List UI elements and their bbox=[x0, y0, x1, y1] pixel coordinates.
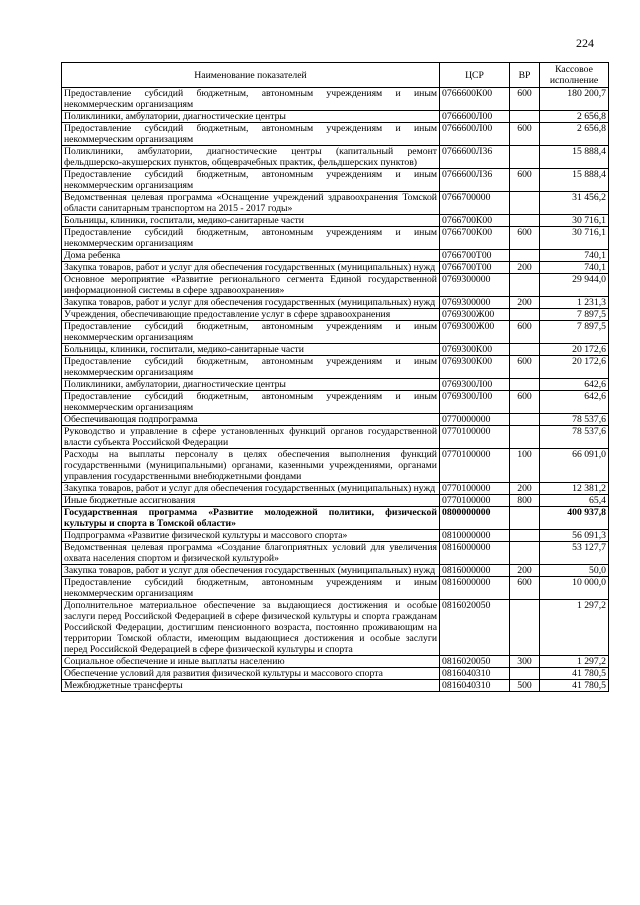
row-vr-cell: 100 bbox=[510, 449, 540, 483]
row-vr-cell bbox=[510, 507, 540, 530]
row-csr-cell: 0769300000 bbox=[440, 274, 510, 297]
row-amount-cell: 2 656,8 bbox=[540, 111, 609, 123]
table-row bbox=[62, 274, 609, 297]
row-amount-cell: 2 656,8 bbox=[540, 123, 609, 146]
row-vr-cell bbox=[510, 111, 540, 123]
row-csr-cell: 0816020050 bbox=[440, 656, 510, 668]
row-vr-cell bbox=[510, 668, 540, 680]
row-name-cell: Дополнительное материальное обеспечение за выдающиеся достижения и особые заслуги перед Российской Федерацией в сфере физической культуры и спорта гражданам Российской Федерации, достигшим пенсионного возраста, постоянно проживающим на территории Томской области, имеющим выдающиеся достижения и особые заслуги перед Российской Федерацией в сфере физической культуры и спорта bbox=[62, 600, 440, 656]
table-row bbox=[62, 426, 609, 449]
row-csr-cell: 0770100000 bbox=[440, 495, 510, 507]
row-amount-cell: 78 537,6 bbox=[540, 426, 609, 449]
row-csr-cell: 0816020050 bbox=[440, 600, 510, 656]
row-amount-cell: 7 897,5 bbox=[540, 309, 609, 321]
row-name-cell: Обеспечение условий для развития физической культуры и массового спорта bbox=[62, 668, 440, 680]
table-row bbox=[62, 192, 609, 215]
row-vr-cell: 600 bbox=[510, 169, 540, 192]
row-name-cell: Закупка товаров, работ и услуг для обеспечения государственных (муниципальных) нужд bbox=[62, 262, 440, 274]
row-vr-cell bbox=[510, 215, 540, 227]
row-amount-cell: 65,4 bbox=[540, 495, 609, 507]
row-name-cell: Учреждения, обеспечивающие предоставление услуг в сфере здравоохранения bbox=[62, 309, 440, 321]
row-csr-cell: 0800000000 bbox=[440, 507, 510, 530]
table-row bbox=[62, 530, 609, 542]
table-row bbox=[62, 227, 609, 250]
table-row bbox=[62, 542, 609, 565]
row-csr-cell: 0816000000 bbox=[440, 542, 510, 565]
row-vr-cell bbox=[510, 309, 540, 321]
row-amount-cell: 642,6 bbox=[540, 391, 609, 414]
row-amount-cell: 12 381,2 bbox=[540, 483, 609, 495]
row-name-cell: Дома ребенка bbox=[62, 250, 440, 262]
header-vr: ВР bbox=[510, 63, 540, 88]
row-vr-cell: 600 bbox=[510, 88, 540, 111]
row-name-cell: Предоставление субсидий бюджетным, автономным учреждениям и иным некоммерческим организациям bbox=[62, 88, 440, 111]
table-row bbox=[62, 656, 609, 668]
table-row bbox=[62, 262, 609, 274]
table-row bbox=[62, 111, 609, 123]
row-amount-cell: 30 716,1 bbox=[540, 227, 609, 250]
row-name-cell: Поликлиники, амбулатории, диагностические центры bbox=[62, 379, 440, 391]
table-row bbox=[62, 344, 609, 356]
row-csr-cell: 0766600Л36 bbox=[440, 146, 510, 169]
table-row bbox=[62, 495, 609, 507]
row-csr-cell: 0766700К00 bbox=[440, 227, 510, 250]
header-name: Наименование показателей bbox=[62, 63, 440, 88]
row-name-cell: Основное мероприятие «Развитие регионального сегмента Единой государственной информационной системы в сфере здравоохранения» bbox=[62, 274, 440, 297]
row-name-cell: Поликлиники, амбулатории, диагностические центры (капитальный ремонт фельдшерско-акушерских пунктов, общеврачебных практик, фельдшерских пунктов) bbox=[62, 146, 440, 169]
row-name-cell: Расходы на выплаты персоналу в целях обеспечения выполнения функций государственными (муниципальными) органами, казенными учреждениями, органами управления государственными внебюджетными фондами bbox=[62, 449, 440, 483]
row-csr-cell: 0766600Л36 bbox=[440, 169, 510, 192]
row-csr-cell: 0770100000 bbox=[440, 483, 510, 495]
row-vr-cell bbox=[510, 414, 540, 426]
header-amount: Кассовое исполнение bbox=[540, 63, 609, 88]
row-amount-cell: 740,1 bbox=[540, 262, 609, 274]
row-vr-cell: 200 bbox=[510, 565, 540, 577]
row-amount-cell: 7 897,5 bbox=[540, 321, 609, 344]
table-row bbox=[62, 600, 609, 656]
row-csr-cell: 0769300Ж00 bbox=[440, 309, 510, 321]
row-csr-cell: 0816040310 bbox=[440, 668, 510, 680]
table-row bbox=[62, 309, 609, 321]
table-row bbox=[62, 391, 609, 414]
table-row bbox=[62, 414, 609, 426]
table-row bbox=[62, 297, 609, 309]
row-name-cell: Закупка товаров, работ и услуг для обеспечения государственных (муниципальных) нужд bbox=[62, 297, 440, 309]
row-name-cell: Государственная программа «Развитие молодежной политики, физической культуры и спорта в Томской области» bbox=[62, 507, 440, 530]
row-name-cell: Межбюджетные трансферты bbox=[62, 680, 440, 692]
row-amount-cell: 78 537,6 bbox=[540, 414, 609, 426]
row-vr-cell bbox=[510, 379, 540, 391]
table-header-row bbox=[62, 63, 609, 88]
row-csr-cell: 0769300Ж00 bbox=[440, 321, 510, 344]
row-amount-cell: 66 091,0 bbox=[540, 449, 609, 483]
row-csr-cell: 0769300000 bbox=[440, 297, 510, 309]
row-name-cell: Иные бюджетные ассигнования bbox=[62, 495, 440, 507]
row-vr-cell: 200 bbox=[510, 262, 540, 274]
row-csr-cell: 0769300Л00 bbox=[440, 391, 510, 414]
row-name-cell: Предоставление субсидий бюджетным, автономным учреждениям и иным некоммерческим организациям bbox=[62, 356, 440, 379]
row-name-cell: Предоставление субсидий бюджетным, автономным учреждениям и иным некоммерческим организациям bbox=[62, 391, 440, 414]
row-amount-cell: 31 456,2 bbox=[540, 192, 609, 215]
row-vr-cell: 500 bbox=[510, 680, 540, 692]
row-amount-cell: 15 888,4 bbox=[540, 169, 609, 192]
row-vr-cell: 600 bbox=[510, 391, 540, 414]
table-row bbox=[62, 321, 609, 344]
row-name-cell: Предоставление субсидий бюджетным, автономным учреждениям и иным некоммерческим организациям bbox=[62, 227, 440, 250]
row-name-cell: Подпрограмма «Развитие физической культуры и массового спорта» bbox=[62, 530, 440, 542]
table-row bbox=[62, 507, 609, 530]
row-vr-cell: 300 bbox=[510, 656, 540, 668]
row-csr-cell: 0766700000 bbox=[440, 192, 510, 215]
row-amount-cell: 20 172,6 bbox=[540, 356, 609, 379]
row-amount-cell: 50,0 bbox=[540, 565, 609, 577]
row-csr-cell: 0769300Л00 bbox=[440, 379, 510, 391]
row-name-cell: Предоставление субсидий бюджетным, автономным учреждениям и иным некоммерческим организациям bbox=[62, 321, 440, 344]
row-amount-cell: 41 780,5 bbox=[540, 680, 609, 692]
table-body bbox=[62, 88, 609, 692]
row-vr-cell bbox=[510, 530, 540, 542]
row-csr-cell: 0816040310 bbox=[440, 680, 510, 692]
row-vr-cell: 600 bbox=[510, 577, 540, 600]
table-row bbox=[62, 577, 609, 600]
row-amount-cell: 740,1 bbox=[540, 250, 609, 262]
row-amount-cell: 1 297,2 bbox=[540, 600, 609, 656]
row-vr-cell: 800 bbox=[510, 495, 540, 507]
table-row bbox=[62, 680, 609, 692]
row-vr-cell bbox=[510, 344, 540, 356]
row-vr-cell: 200 bbox=[510, 297, 540, 309]
row-csr-cell: 0770100000 bbox=[440, 449, 510, 483]
row-amount-cell: 400 937,8 bbox=[540, 507, 609, 530]
row-name-cell: Предоставление субсидий бюджетным, автономным учреждениям и иным некоммерческим организациям bbox=[62, 123, 440, 146]
row-name-cell: Поликлиники, амбулатории, диагностические центры bbox=[62, 111, 440, 123]
table-row bbox=[62, 88, 609, 111]
table-row bbox=[62, 379, 609, 391]
row-csr-cell: 0816000000 bbox=[440, 577, 510, 600]
row-csr-cell: 0810000000 bbox=[440, 530, 510, 542]
row-name-cell: Предоставление субсидий бюджетным, автономным учреждениям и иным некоммерческим организациям bbox=[62, 169, 440, 192]
row-csr-cell: 0766700Т00 bbox=[440, 262, 510, 274]
row-vr-cell: 600 bbox=[510, 227, 540, 250]
table-row bbox=[62, 356, 609, 379]
row-vr-cell bbox=[510, 600, 540, 656]
row-amount-cell: 10 000,0 bbox=[540, 577, 609, 600]
row-amount-cell: 56 091,3 bbox=[540, 530, 609, 542]
row-csr-cell: 0766700К00 bbox=[440, 215, 510, 227]
row-csr-cell: 0769300К00 bbox=[440, 356, 510, 379]
row-vr-cell bbox=[510, 192, 540, 215]
row-name-cell: Ведомственная целевая программа «Создание благоприятных условий для увеличения охвата населения спортом и физической культурой» bbox=[62, 542, 440, 565]
row-vr-cell bbox=[510, 146, 540, 169]
row-amount-cell: 30 716,1 bbox=[540, 215, 609, 227]
row-csr-cell: 0770000000 bbox=[440, 414, 510, 426]
row-amount-cell: 180 200,7 bbox=[540, 88, 609, 111]
header-csr: ЦСР bbox=[440, 63, 510, 88]
row-name-cell: Больницы, клиники, госпитали, медико-санитарные части bbox=[62, 344, 440, 356]
row-name-cell: Больницы, клиники, госпитали, медико-санитарные части bbox=[62, 215, 440, 227]
table-row bbox=[62, 483, 609, 495]
row-csr-cell: 0770100000 bbox=[440, 426, 510, 449]
table-row bbox=[62, 215, 609, 227]
row-vr-cell: 600 bbox=[510, 356, 540, 379]
row-vr-cell bbox=[510, 426, 540, 449]
row-amount-cell: 53 127,7 bbox=[540, 542, 609, 565]
table-row bbox=[62, 250, 609, 262]
row-vr-cell bbox=[510, 274, 540, 297]
row-csr-cell: 0766600К00 bbox=[440, 88, 510, 111]
table-row bbox=[62, 123, 609, 146]
budget-table bbox=[61, 62, 609, 692]
row-name-cell: Руководство и управление в сфере установленных функций органов государственной власти субъекта Российской Федерации bbox=[62, 426, 440, 449]
row-csr-cell: 0769300К00 bbox=[440, 344, 510, 356]
row-vr-cell bbox=[510, 250, 540, 262]
row-csr-cell: 0766700Т00 bbox=[440, 250, 510, 262]
table-row bbox=[62, 449, 609, 483]
row-amount-cell: 1 231,3 bbox=[540, 297, 609, 309]
row-name-cell: Закупка товаров, работ и услуг для обеспечения государственных (муниципальных) нужд bbox=[62, 483, 440, 495]
row-amount-cell: 1 297,2 bbox=[540, 656, 609, 668]
table-row bbox=[62, 146, 609, 169]
row-csr-cell: 0816000000 bbox=[440, 565, 510, 577]
row-vr-cell bbox=[510, 542, 540, 565]
row-vr-cell: 200 bbox=[510, 483, 540, 495]
page-number: 224 bbox=[576, 36, 594, 50]
row-name-cell: Обеспечивающая подпрограмма bbox=[62, 414, 440, 426]
row-name-cell: Предоставление субсидий бюджетным, автономным учреждениям и иным некоммерческим организациям bbox=[62, 577, 440, 600]
row-csr-cell: 0766600Л00 bbox=[440, 111, 510, 123]
row-name-cell: Ведомственная целевая программа «Оснащение учреждений здравоохранения Томской области санитарным транспортом на 2015 - 2017 годы» bbox=[62, 192, 440, 215]
row-amount-cell: 29 944,0 bbox=[540, 274, 609, 297]
row-vr-cell: 600 bbox=[510, 123, 540, 146]
row-amount-cell: 41 780,5 bbox=[540, 668, 609, 680]
row-amount-cell: 20 172,6 bbox=[540, 344, 609, 356]
row-csr-cell: 0766600Л00 bbox=[440, 123, 510, 146]
row-amount-cell: 642,6 bbox=[540, 379, 609, 391]
table-row bbox=[62, 565, 609, 577]
row-amount-cell: 15 888,4 bbox=[540, 146, 609, 169]
row-name-cell: Закупка товаров, работ и услуг для обеспечения государственных (муниципальных) нужд bbox=[62, 565, 440, 577]
row-name-cell: Социальное обеспечение и иные выплаты населению bbox=[62, 656, 440, 668]
table-row bbox=[62, 169, 609, 192]
row-vr-cell: 600 bbox=[510, 321, 540, 344]
table-row bbox=[62, 668, 609, 680]
